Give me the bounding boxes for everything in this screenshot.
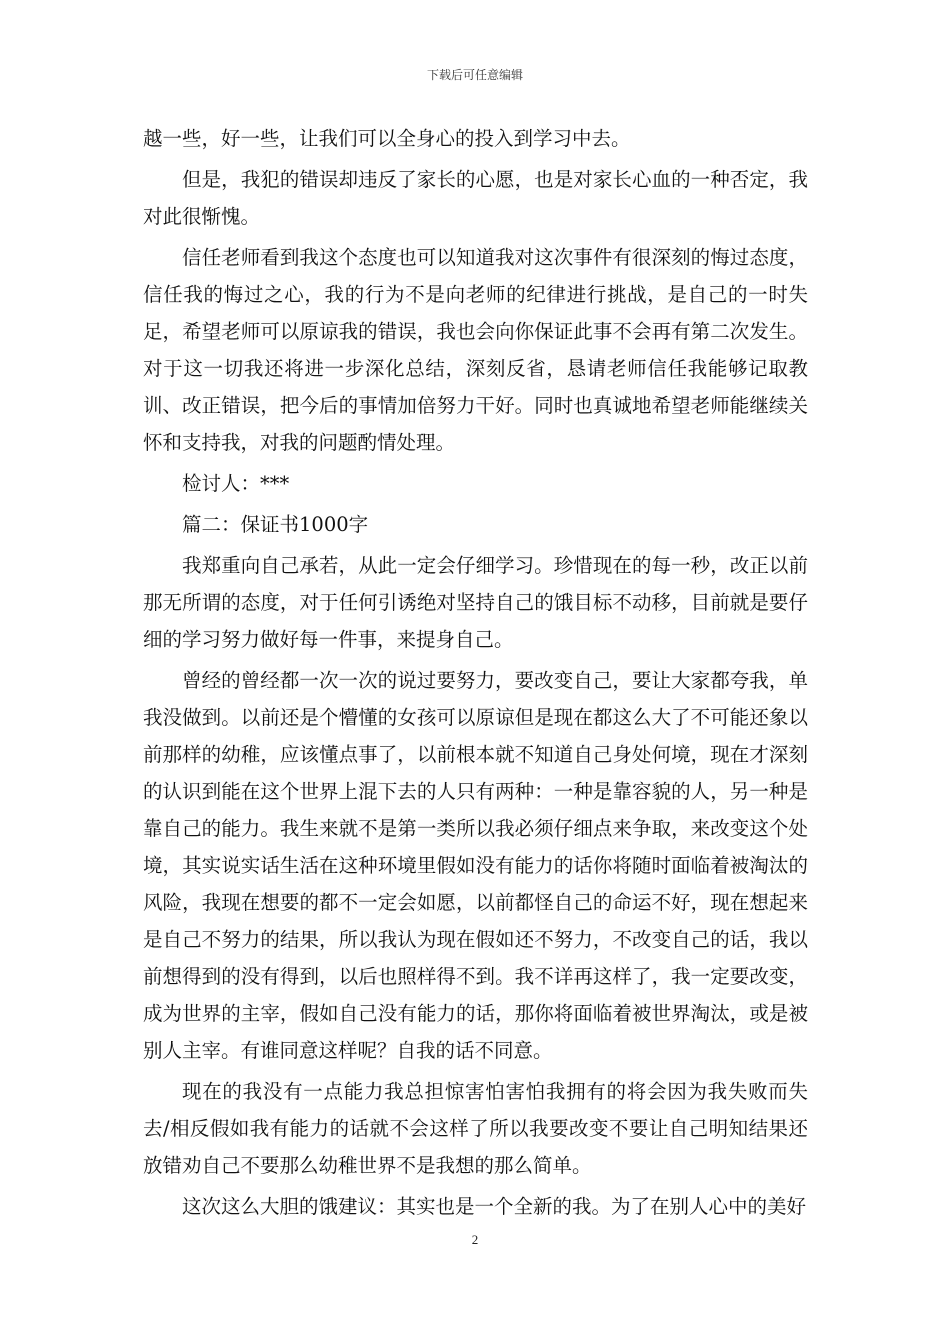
page-number: 2	[471, 1232, 479, 1247]
paragraph-8: 现在的我没有一点能力我总担惊害怕害怕我拥有的将会因为我失败而失去/相反假如我有能力的话就不会这样了所以我要改变不要让自己明知结果还放错劝自己不要那么幼稚世界不是我想的那么简单。	[143, 1080, 808, 1177]
paragraph-6: 我郑重向自己承若，从此一定会仔细学习。珍惜现在的每一秒，改正以前那无所谓的态度，对于任何引诱绝对坚持自己的饿目标不动移，目前就是要仔细的学习努力做好每一件事，来提身自己。	[143, 554, 808, 651]
paragraph-9: 这次这么大胆的饿建议：其实也是一个全新的我。为了在别人心中的美好	[182, 1195, 807, 1218]
section-title: 篇二：保证书1000字	[182, 513, 369, 536]
paragraph-7: 曾经的曾经都一次一次的说过要努力，要改变自己，要让大家都夸我，单我没做到。以前还是个懵懂的女孩可以原谅但是现在都这么大了不可能还象以前那样的幼稚，应该懂点事了，以前根本就不知道自己身处何境，现在才深刻的认识到能在这个世界上混下去的人只有两种：一种是靠容貌的人，另一种是靠自己的能力。我生来就不是第一类所以我必须仔细点来争取，来改变这个处境，其实说实话生活在这种环境里假如没有能力的话你将随时面临着被淘汰的风险，我现在想要的都不一定会如愿，以前都怪自己的命运不好，现在想起来是自己不努力的结果，所以我认为现在假如还不努力，不改变自己的话，我以前想得到的没有得到，以后也照样得不到。我不详再这样了，我一定要改变，成为世界的主宰，假如自己没有能力的话，那你将面临着被世界淘汰，或是被别人主宰。有谁同意这样呢？自我的话不同意。	[143, 669, 808, 1062]
paragraph-3: 信任老师看到我这个态度也可以知道我对这次事件有很深刻的悔过态度，信任我的悔过之心，我的行为不是向老师的纪律进行挑战，是自己的一时失足，希望老师可以原谅我的错误，我也会向你保证此事不会再有第二次发生。对于这一切我还将进一步深化总结，深刻反省，恳请老师信任我能够记取教训、改正错误，把今后的事情加倍努力干好。同时也真诚地希望老师能继续关怀和支持我，对我的问题酌情处理。	[143, 246, 808, 454]
page-header: 下载后可任意编辑	[426, 68, 523, 82]
paragraph-1: 越一些，好一些，让我们可以全身心的投入到学习中去。	[143, 127, 631, 150]
document-body	[143, 120, 808, 1229]
paragraph-2: 但是，我犯的错误却违反了家长的心愿，也是对家长心血的一种否定，我对此很惭愧。	[143, 168, 808, 228]
signature-line: 检讨人：***	[182, 472, 290, 495]
